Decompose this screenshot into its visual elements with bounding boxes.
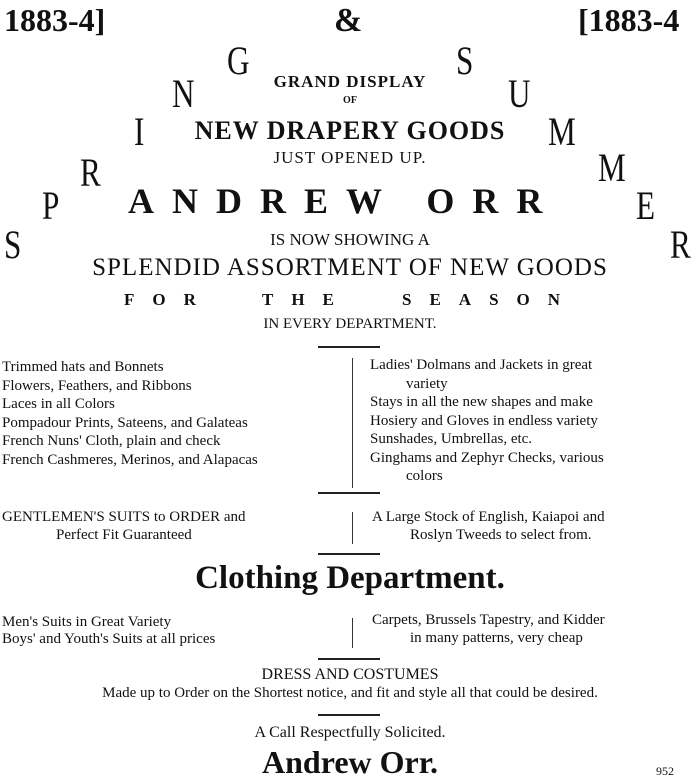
right-item: Sunshades, Umbrellas, etc. xyxy=(370,431,533,447)
spring-letter-g: G xyxy=(227,38,250,83)
summer-letter-m1: M xyxy=(548,109,576,154)
left-item: Trimmed hats and Bonnets xyxy=(2,359,164,375)
merchant-name: ANDREW ORR xyxy=(128,181,561,221)
spring-letter-p: P xyxy=(42,183,60,228)
gents-left-2: Perfect Fit Guaranteed xyxy=(56,527,192,543)
right-items-list xyxy=(370,356,604,486)
right-item: Hosiery and Gloves in endless variety xyxy=(370,412,598,429)
ampersand: & xyxy=(334,2,363,39)
summer-letter-u: U xyxy=(508,71,531,116)
season-word-for: FOR xyxy=(124,290,214,309)
dress-text: Made up to Order on the Shortest notice, and fit and style all that could be desired. xyxy=(102,685,598,701)
column-divider-3 xyxy=(352,618,353,648)
clothing-right-1: Carpets, Brussels Tapestry, and Kidder xyxy=(372,612,605,628)
divider-5 xyxy=(318,714,380,716)
left-item: Flowers, Feathers, and Ribbons xyxy=(2,377,192,394)
clothing-left-1: Men's Suits in Great Variety xyxy=(2,614,172,630)
left-item: French Nuns' Cloth, plain and check xyxy=(2,433,221,449)
divider-1 xyxy=(318,346,380,348)
reference-number: 952 xyxy=(656,764,674,778)
summer-letter-e: E xyxy=(636,183,656,228)
clothing-department-title: Clothing Department. xyxy=(195,560,505,596)
left-item: Laces in all Colors xyxy=(2,396,115,412)
summer-letter-s: S xyxy=(456,38,474,83)
every-department: IN EVERY DEPARTMENT. xyxy=(263,316,437,332)
gents-right-2: Roslyn Tweeds to select from. xyxy=(410,527,592,543)
now-showing: IS NOW SHOWING A xyxy=(270,230,430,249)
new-drapery-goods: NEW DRAPERY GOODS xyxy=(194,116,506,145)
summer-letter-r: R xyxy=(670,222,691,267)
divider-4 xyxy=(318,658,380,660)
left-item: French Cashmeres, Merinos, and Alapacas xyxy=(2,451,258,468)
right-item: Stays in all the new shapes and make xyxy=(370,394,593,410)
right-item: Ginghams and Zephyr Checks, various xyxy=(370,449,604,466)
divider-2 xyxy=(318,492,380,494)
signature: Andrew Orr. xyxy=(262,744,438,780)
splendid-assortment: SPLENDID ASSORTMENT OF NEW GOODS xyxy=(92,254,608,281)
season-word-the: THE xyxy=(262,290,352,309)
left-items-list xyxy=(2,358,258,469)
clothing-left-2: Boys' and Youth's Suits at all prices xyxy=(2,631,216,647)
spring-letter-r: R xyxy=(80,150,101,195)
right-item: Ladies' Dolmans and Jackets in great xyxy=(370,357,593,373)
divider-3 xyxy=(318,553,380,555)
clothing-right-2: in many patterns, very cheap xyxy=(410,630,583,646)
column-divider-1 xyxy=(352,358,353,488)
year-right: [1883-4 xyxy=(578,2,680,38)
right-item: variety xyxy=(406,375,448,392)
spring-letter-s: S xyxy=(4,222,22,267)
of-label: OF xyxy=(343,95,357,106)
gents-left-1: GENTLEMEN'S SUITS to ORDER and xyxy=(2,509,246,525)
call-solicited: A Call Respectfully Solicited. xyxy=(254,724,446,741)
left-item: Pompadour Prints, Sateens, and Galateas xyxy=(2,414,248,431)
gents-right-1: A Large Stock of English, Kaiapoi and xyxy=(372,509,605,525)
column-divider-2 xyxy=(352,512,353,544)
spring-letter-n: N xyxy=(172,71,195,116)
just-opened-up: JUST OPENED UP. xyxy=(273,148,427,167)
season-word-season: SEASON xyxy=(402,290,579,309)
summer-letter-m2: M xyxy=(598,145,626,190)
spring-letter-i: I xyxy=(134,109,145,154)
grand-display: GRAND DISPLAY xyxy=(273,72,427,91)
year-left: 1883-4] xyxy=(4,2,106,38)
dress-title: DRESS AND COSTUMES xyxy=(261,666,439,683)
right-item: colors xyxy=(406,468,443,484)
